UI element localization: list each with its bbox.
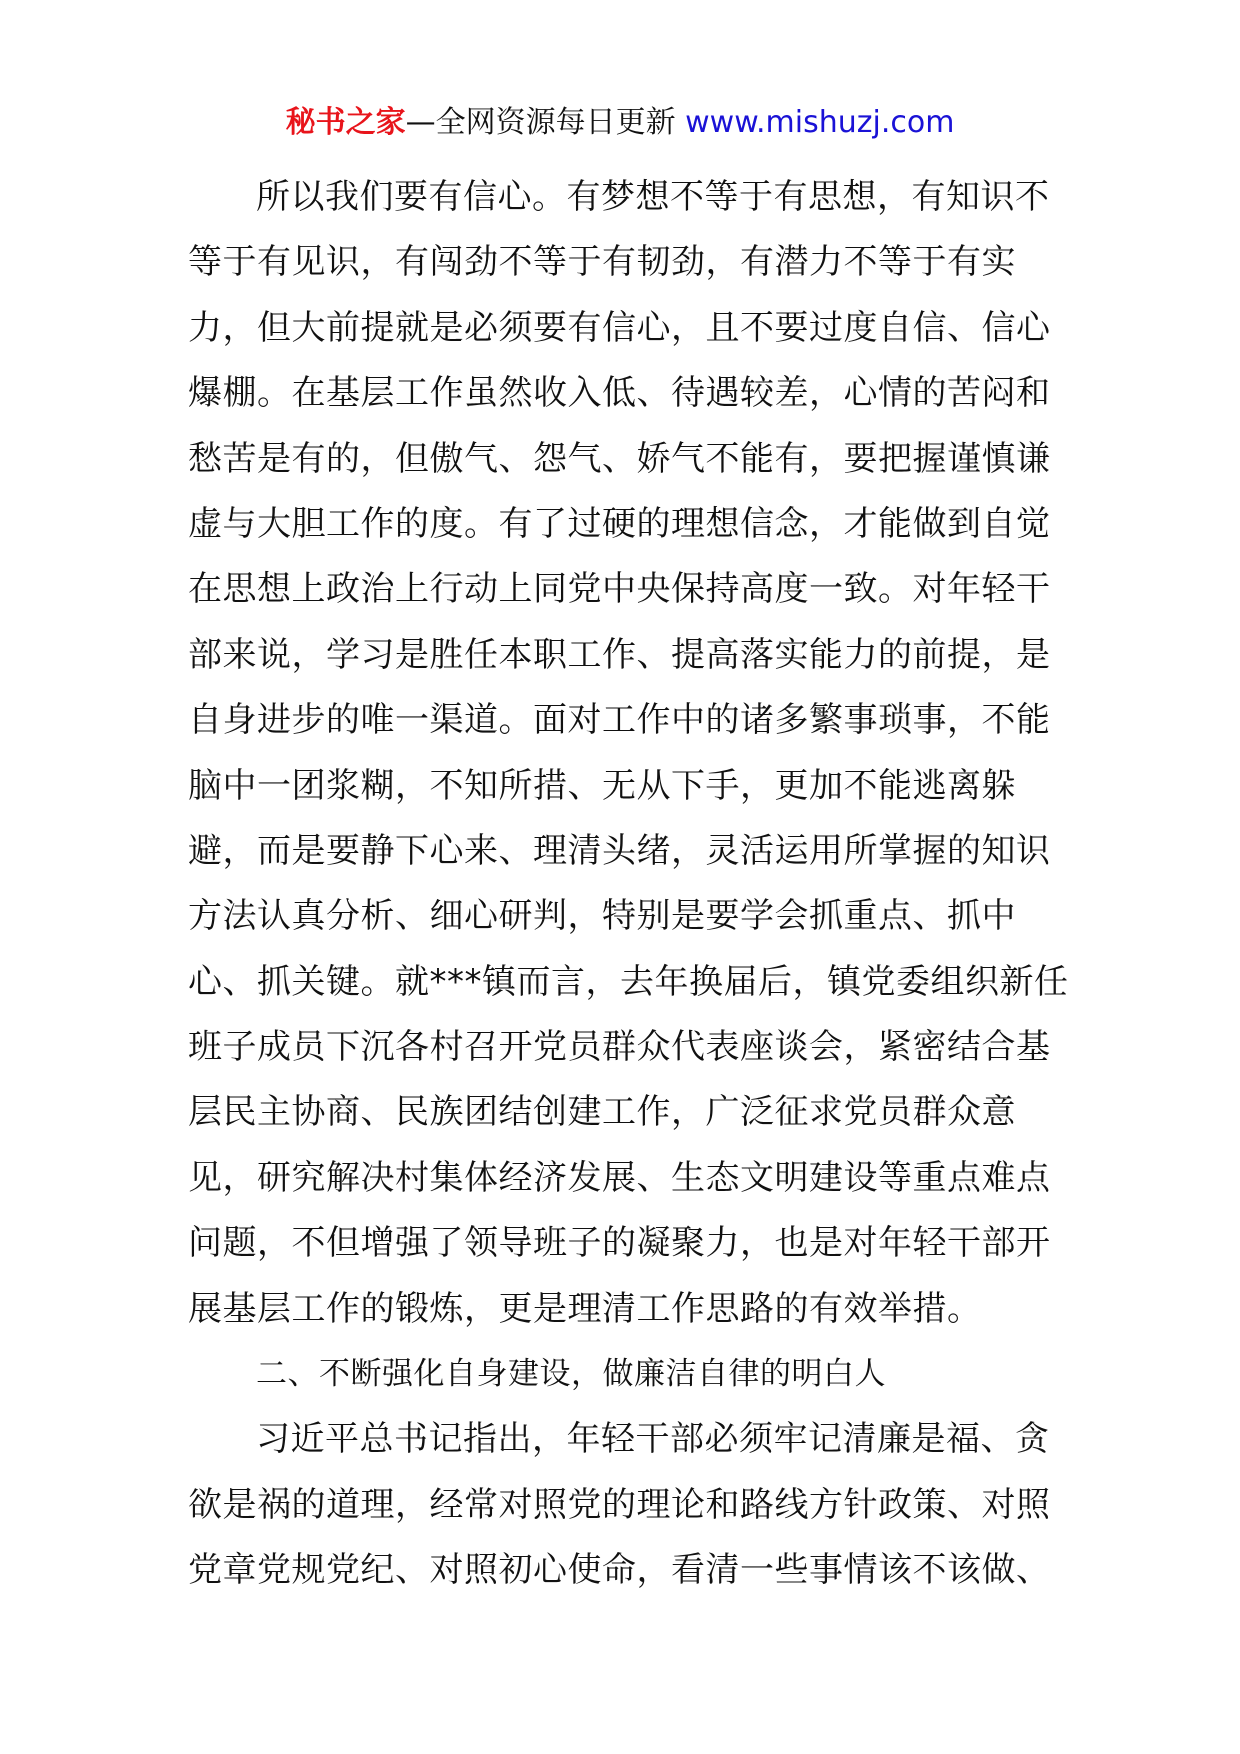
body-line: 班子成员下沉各村召开党员群众代表座谈会，紧密结合基: [188, 1027, 1051, 1068]
body-line: 习近平总书记指出，年轻干部必须牢记清廉是福、贪: [256, 1419, 1050, 1460]
body-line: 问题，不但增强了领导班子的凝聚力，也是对年轻干部开: [188, 1223, 1051, 1264]
body-line: 自身进步的唯一渠道。面对工作中的诸多繁事琐事，不能: [188, 700, 1051, 741]
body-line: 虚与大胆工作的度。有了过硬的理想信念，才能做到自觉: [188, 503, 1051, 544]
body-line: 方法认真分析、细心研判，特别是要学会抓重点、抓中: [188, 896, 1016, 937]
body-line: 层民主协商、民族团结创建工作，广泛征求党员群众意: [188, 1092, 1016, 1133]
body-line: 欲是祸的道理，经常对照党的理论和路线方针政策、对照: [188, 1484, 1051, 1525]
header-tagline: —全网资源每日更新: [405, 105, 676, 140]
body-line: 部来说，学习是胜任本职工作、提高落实能力的前提，是: [188, 634, 1051, 675]
body-line: 见，研究解决村集体经济发展、生态文明建设等重点难点: [188, 1157, 1051, 1198]
body-line: 力，但大前提就是必须要有信心，且不要过度自信、信心: [188, 307, 1051, 348]
site-url-link[interactable]: www.mishuzj.com: [685, 105, 955, 140]
page-header: [0, 103, 1240, 143]
body-line: 脑中一团浆糊，不知所措、无从下手，更加不能逃离躲: [188, 765, 1016, 806]
body-line: 心、抓关键。就***镇而言，去年换届后，镇党委组织新任: [188, 961, 1069, 1002]
body-line: 避，而是要静下心来、理清头绪，灵活运用所掌握的知识: [188, 830, 1051, 871]
body-line: 党章党规党纪、对照初心使命，看清一些事情该不该做、: [188, 1550, 1051, 1591]
body-line: 在思想上政治上行动上同党中央保持高度一致。对年轻干: [188, 569, 1051, 610]
body-line: 所以我们要有信心。有梦想不等于有思想，有知识不: [256, 177, 1050, 217]
body-line: 展基层工作的锻炼，更是理清工作思路的有效举措。: [188, 1288, 982, 1329]
body-line: 愁苦是有的，但傲气、怨气、娇气不能有，要把握谨慎谦: [188, 438, 1051, 479]
brand-name: 秘书之家: [285, 105, 406, 140]
section-heading: 二、不断强化自身建设，做廉洁自律的明白人: [256, 1356, 886, 1393]
document-body: [188, 165, 1068, 1604]
body-line: 等于有见识，有闯劲不等于有韧劲，有潜力不等于有实: [188, 242, 1016, 283]
body-line: 爆棚。在基层工作虽然收入低、待遇较差，心情的苦闷和: [188, 373, 1051, 414]
